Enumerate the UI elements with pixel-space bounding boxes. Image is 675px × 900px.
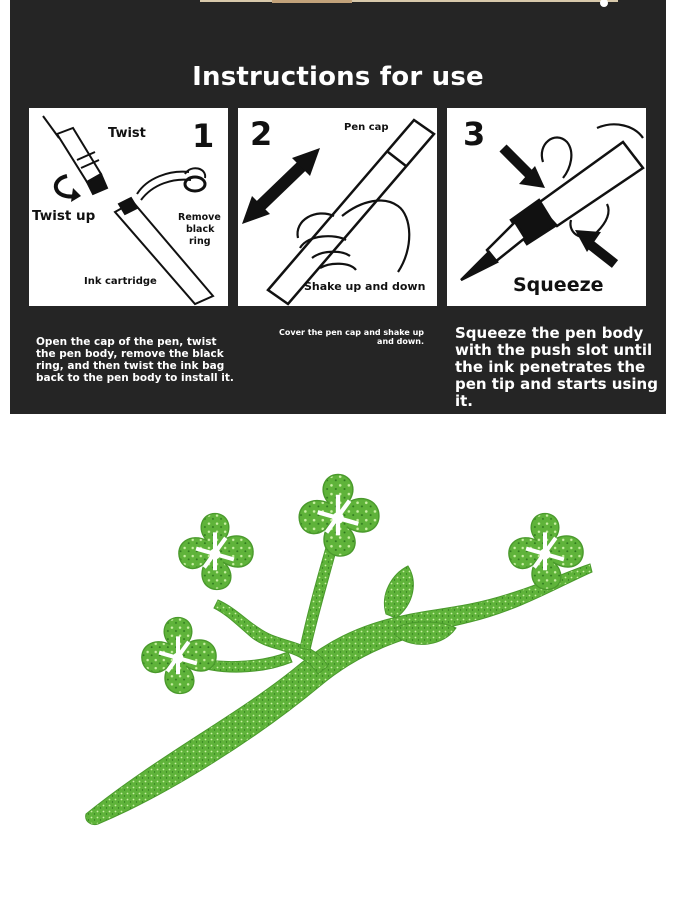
label-remove-2: black (186, 224, 215, 235)
page-title: Instructions for use (192, 62, 484, 92)
step-3-caption: Squeeze the pen body with the push slot until the ink penetrates the pen tip and starts using it. (455, 324, 658, 410)
step-1-card (29, 108, 228, 306)
label-twist-up: Twist up (32, 208, 96, 224)
step-1-caption: Open the cap of the pen, twist the pen body, remove the black ring, and then twist the ink bag back to the pen body to install it. (36, 336, 234, 384)
step-2-card (238, 108, 437, 306)
label-ink-cartridge: Ink cartridge (84, 276, 157, 287)
step-1-number: 1 (192, 117, 215, 155)
label-squeeze: Squeeze (513, 274, 604, 296)
step-3-card (447, 108, 646, 306)
label-twist: Twist (108, 126, 146, 141)
pen-product-strip (10, 0, 666, 12)
instructions-panel (10, 0, 666, 414)
label-remove-3: ring (189, 236, 211, 247)
label-pen-cap: Pen cap (344, 122, 389, 133)
step-2-caption: Cover the pen cap and shake up and down. (279, 328, 424, 346)
label-remove-1: Remove (178, 212, 221, 223)
label-shake: Shake up and down (304, 280, 426, 293)
step-2-number: 2 (250, 115, 273, 153)
step-3-number: 3 (463, 115, 486, 153)
glitter-blossom-branch-drawing (0, 414, 675, 900)
